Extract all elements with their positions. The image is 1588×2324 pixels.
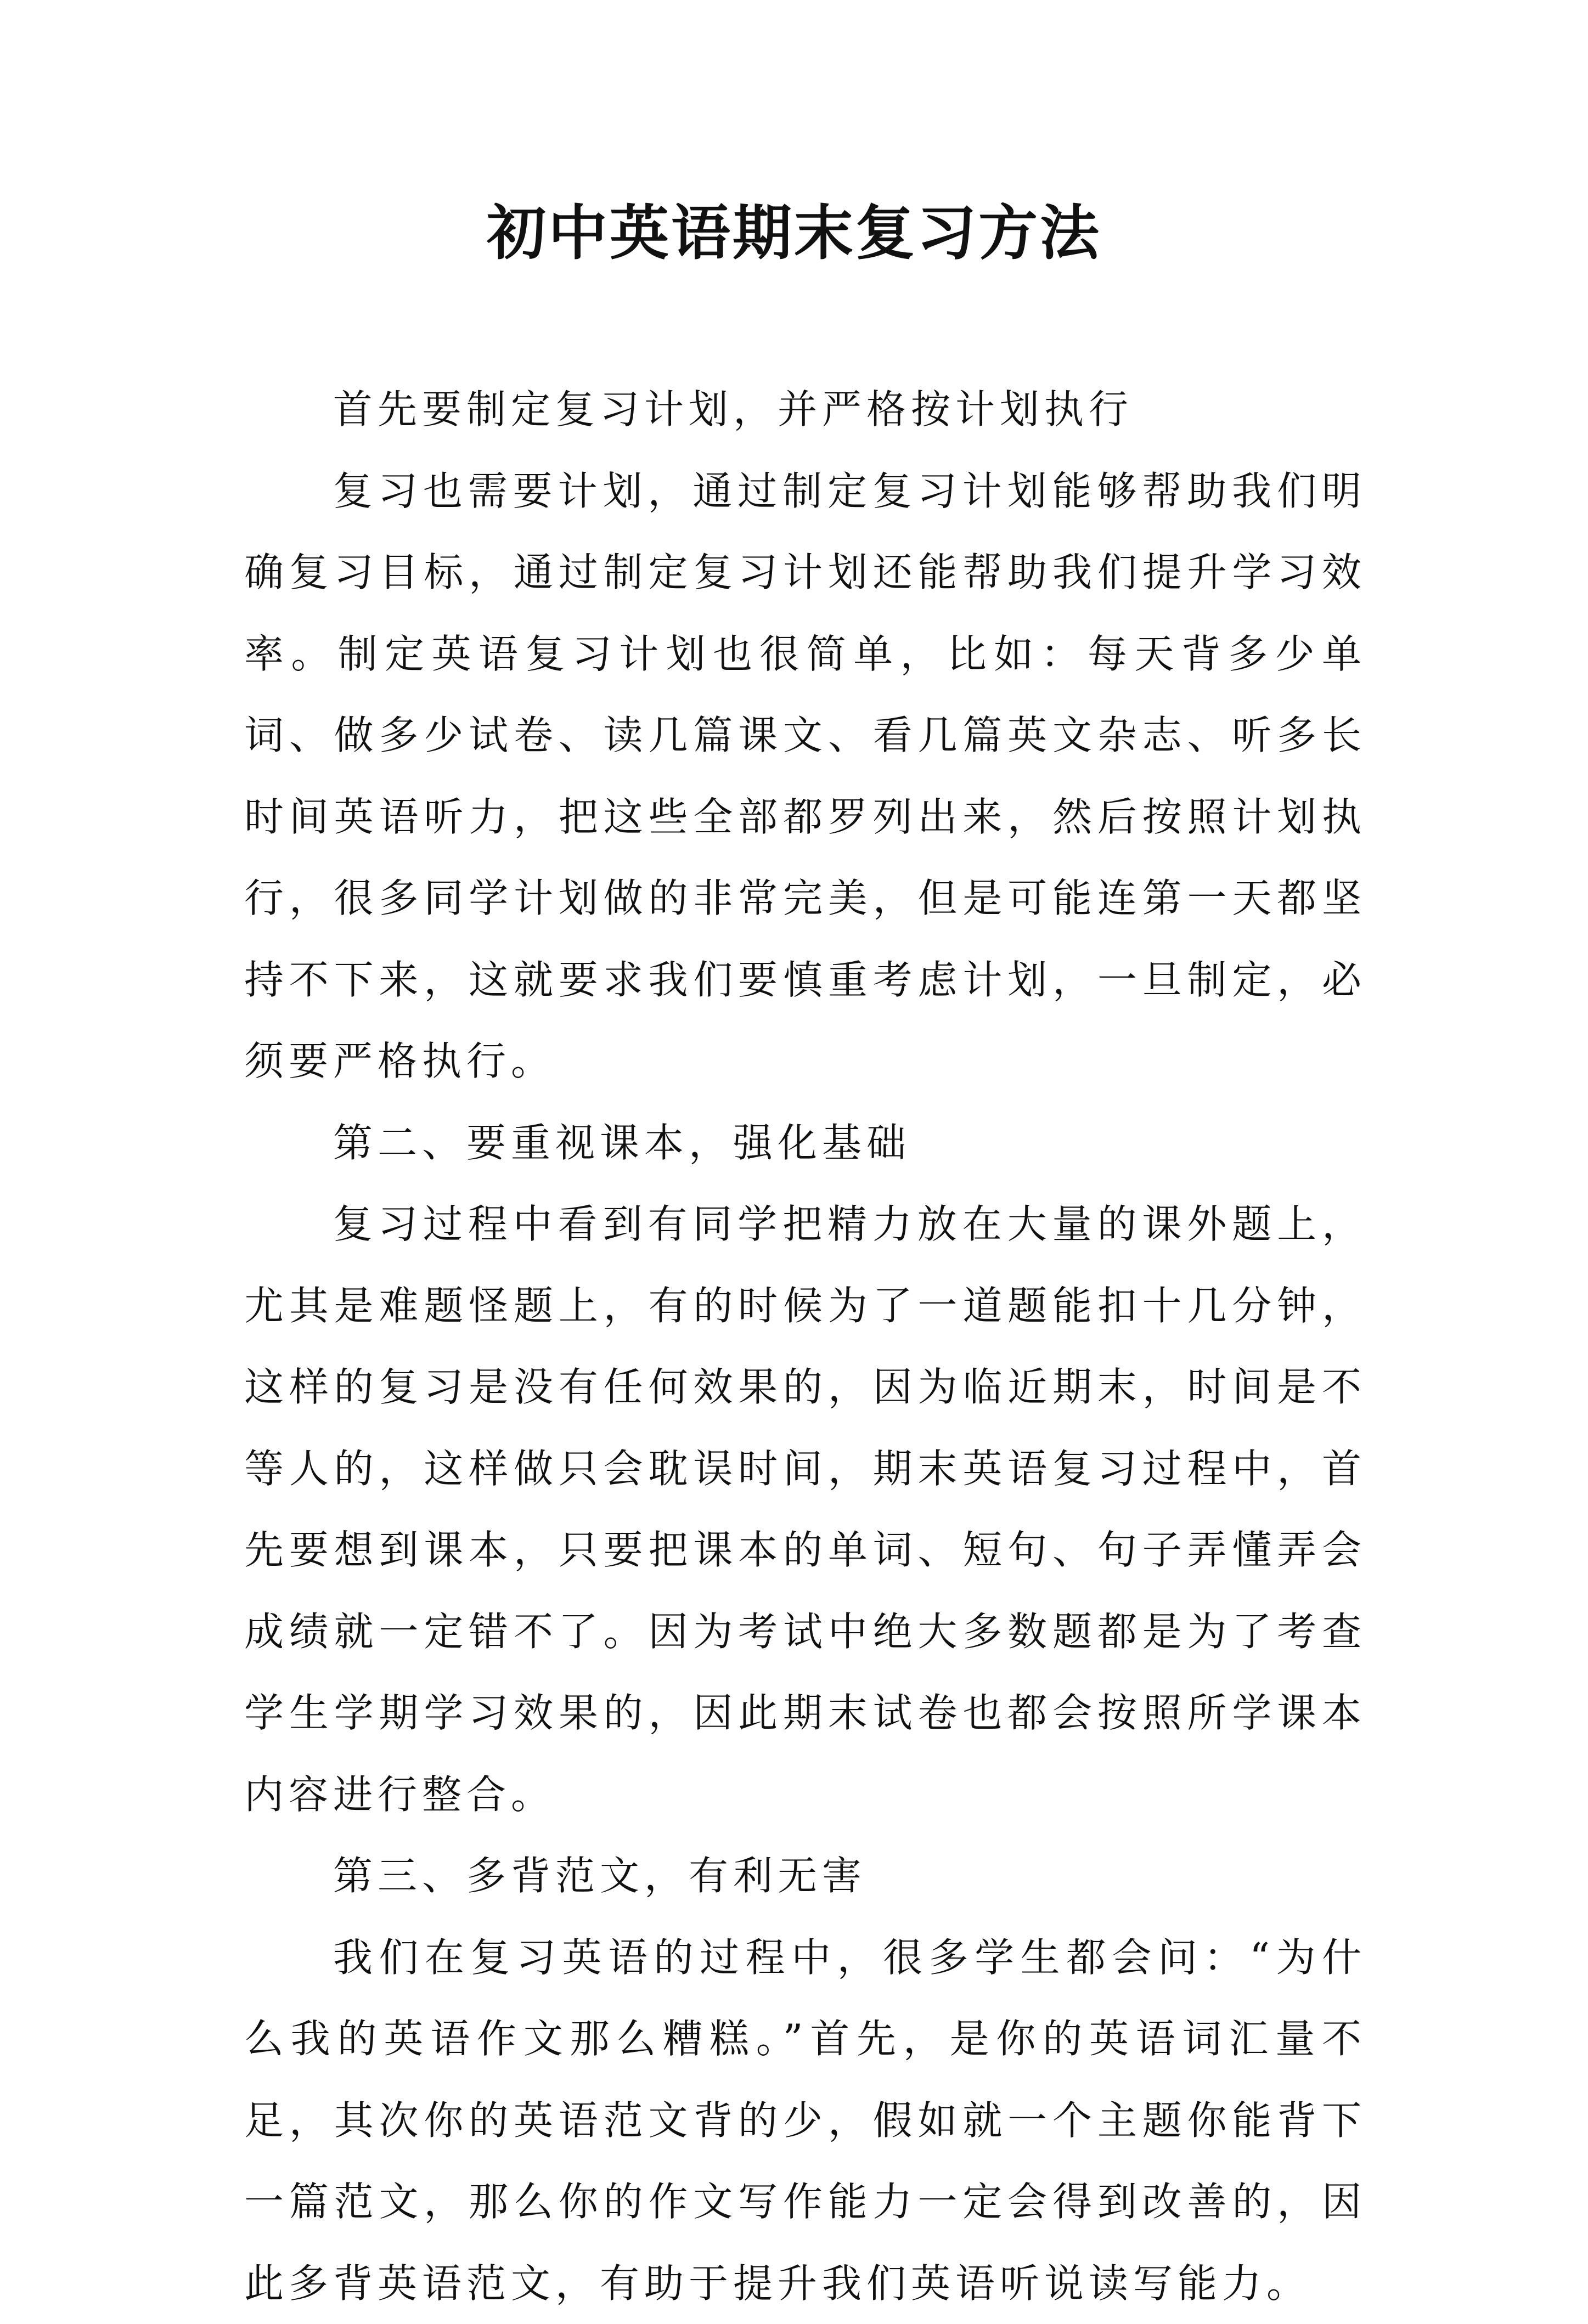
paragraph-2: 复习过程中看到有同学把精力放在大量的课外题上，尤其是难题怪题上，有的时候为了一道题能扣十几分钟，这样的复习是没有任何效果的，因为临近期末，时间是不等人的，这样做只会耽误时间，期末英语复习过程中，首先要想到课本，只要把课本的单词、短句、句子弄懂弄会成绩就一定错不了。因为考试中绝大多数题都是为了考查学生学期学习效果的，因此期末试卷也都会按照所学课本内容进行整合。 (244, 1183, 1366, 1835)
section-heading-3: 第三、多背范文，有利无害 (244, 1835, 1366, 1917)
section-heading-1: 首先要制定复习计划，并严格按计划执行 (244, 369, 1366, 450)
paragraph-1: 复习也需要计划，通过制定复习计划能够帮助我们明确复习目标，通过制定复习计划还能帮助我们提升学习效率。制定英语复习计划也很简单，比如：每天背多少单词、做多少试卷、读几篇课文、看几篇英文杂志、听多长时间英语听力，把这些全部都罗列出来，然后按照计划执行，很多同学计划做的非常完美，但是可能连第一天都坚持不下来，这就要求我们要慎重考虑计划，一旦制定，必须要严格执行。 (244, 450, 1366, 1102)
paragraph-3: 我们在复习英语的过程中，很多学生都会问：“为什么我的英语作文那么糟糕。”首先，是你的英语词汇量不足，其次你的英语范文背的少，假如就一个主题你能背下一篇范文，那么你的作文写作能力一定会得到改善的，因此多背英语范文，有助于提升我们英语听说读写能力。 (244, 1917, 1366, 2324)
document-title: 初中英语期末复习方法 (0, 195, 1588, 272)
document-body (244, 369, 1366, 2324)
section-heading-2: 第二、要重视课本，强化基础 (244, 1102, 1366, 1184)
